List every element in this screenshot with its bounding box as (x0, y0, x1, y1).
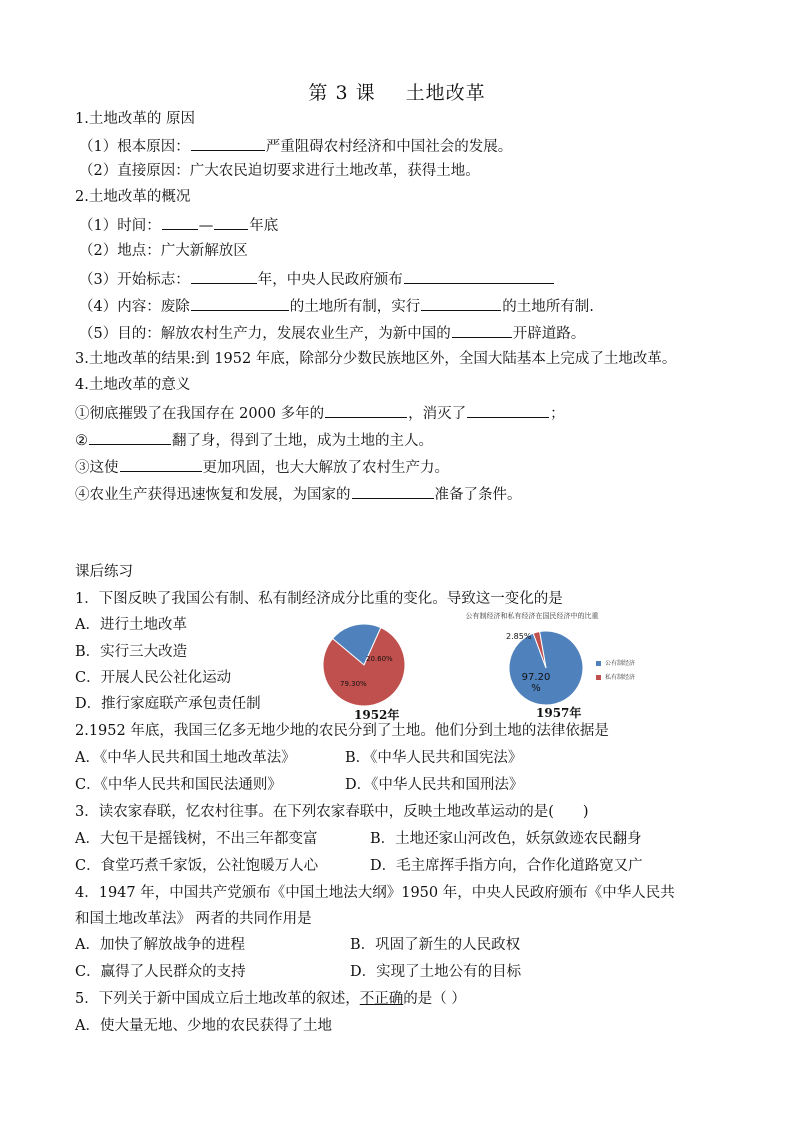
fill-blank[interactable] (214, 215, 248, 230)
legend-private: 私有制经济 (596, 672, 635, 681)
pie1952-public-label: 20.60% (366, 655, 393, 663)
section4-line4: ④农业生产获得迅速恢复和发展，为国家的 准备了条件。 (75, 484, 522, 504)
section2-line3: （3）开始标志： 年，中央人民政府颁布 (79, 269, 555, 289)
q1-option-c[interactable]: C．开展人民公社化运动 (75, 670, 232, 686)
legend-private-swatch (596, 675, 601, 680)
section2-line2: （2）地点：广大新解放区 (79, 243, 248, 259)
ownership-pie-chart (322, 610, 742, 720)
section1-line2: （2）直接原因：广大农民迫切要求进行土地改革，获得土地。 (79, 163, 480, 179)
pie1957-private-label: 2.85% (506, 632, 532, 641)
legend-public: 公有制经济 (596, 658, 635, 667)
section2-line5: （5）目的：解放农村生产力，发展农业生产，为新中国的 开辟道路。 (79, 323, 585, 343)
q3-option-a[interactable]: A．大包干是摇钱树，不出三年都变富 (75, 831, 318, 847)
section3-result: 3.土地改革的结果:到 1952 年底，除部分少数民族地区外，全国大陆基本上完成了土地改革。 (75, 351, 677, 367)
chart-title: 公有制经济和私有经济在国民经济中的比重 (465, 612, 599, 620)
section4-heading: 4.土地改革的意义 (75, 377, 191, 393)
q2-option-c[interactable]: C．《中华人民共和国民法通则》 (75, 777, 282, 793)
q1-option-d[interactable]: D．推行家庭联产承包责任制 (75, 696, 261, 712)
q2-option-a[interactable]: A．《中华人民共和国土地改革法》 (75, 750, 296, 766)
fill-blank[interactable] (467, 403, 549, 418)
section1-line1: （1）根本原因： 严重阻碍农村经济和中国社会的发展。 (79, 136, 512, 156)
section4-line3: ③这使 更加巩固，也大大解放了农村生产力。 (75, 457, 449, 477)
q5-option-a[interactable]: A．使大量无地、少地的农民获得了土地 (75, 1018, 332, 1034)
pie-chart-svg (322, 610, 742, 720)
q4-option-a[interactable]: A．加快了解放战争的进程 (75, 937, 245, 953)
fill-blank[interactable] (191, 136, 265, 151)
pie1952-private-label: 79.30% (340, 680, 367, 688)
lesson-topic: 土地改革 (405, 82, 486, 104)
q3-option-d[interactable]: D．毛主席挥手指方向，合作化道路宽又广 (370, 858, 643, 874)
exercise-heading: 课后练习 (75, 564, 133, 580)
section2-line4: （4）内容：废除 的土地所有制，实行 的土地所有制. (79, 296, 594, 316)
year-1952-label: 1952年 (354, 708, 400, 722)
q2-option-d[interactable]: D．《中华人民共和国刑法》 (345, 777, 524, 793)
q4-option-b[interactable]: B．巩固了新生的人民政权 (350, 937, 521, 953)
section4-line1: ①彻底摧毁了在我国存在 2000 多年的 ，消灭了 ； (75, 403, 565, 423)
question-4-line1: 4．1947 年，中国共产党颁布《中国土地法大纲》1950 年，中央人民政府颁布《中华人民共 (75, 885, 675, 901)
q4-option-c[interactable]: C．赢得了人民群众的支持 (75, 964, 246, 980)
fill-blank[interactable] (421, 296, 501, 311)
legend-public-swatch (596, 661, 601, 666)
pie1957-public-label: 97.20 % (521, 672, 551, 694)
section2-line1: （1）时间： — 年底 (79, 215, 278, 235)
q1-option-a[interactable]: A．进行土地改革 (75, 617, 187, 633)
question-2: 2.1952 年底，我国三亿多无地少地的农民分到了土地。他们分到土地的法律依据是 (75, 723, 609, 739)
fill-blank[interactable] (325, 403, 407, 418)
year-1957-label: 1957年 (536, 706, 582, 720)
emphasis-not-correct: 不正确 (359, 991, 404, 1007)
q3-option-b[interactable]: B．土地还家山河改色，妖氛敛迹农民翻身 (370, 831, 642, 847)
fill-blank[interactable] (162, 215, 198, 230)
section2-heading: 2.土地改革的概况 (75, 189, 191, 205)
q1-option-b[interactable]: B．实行三大改造 (75, 644, 188, 660)
question-5: 5．下列关于新中国成立后土地改革的叙述，不正确的是（ ） (75, 991, 466, 1007)
q2-option-b[interactable]: B．《中华人民共和国宪法》 (345, 750, 523, 766)
section4-line2: ② 翻了身，得到了土地，成为土地的主人。 (75, 430, 433, 450)
question-1: 1．下图反映了我国公有制、私有制经济成分比重的变化。导致这一变化的是 (75, 591, 563, 607)
fill-blank[interactable] (89, 430, 171, 445)
fill-blank[interactable] (452, 323, 512, 338)
q4-option-d[interactable]: D．实现了土地公有的目标 (350, 964, 522, 980)
question-3: 3．读农家春联，忆农村往事。在下列农家春联中，反映土地改革运动的是( ) (75, 804, 589, 820)
question-4-line2: 和国土地改革法》 两者的共同作用是 (75, 911, 312, 927)
lesson-number: 第 3 课 (308, 82, 376, 104)
section1-heading: 1.土地改革的 原因 (75, 111, 195, 127)
fill-blank[interactable] (404, 269, 554, 284)
fill-blank[interactable] (352, 484, 434, 499)
fill-blank[interactable] (191, 296, 289, 311)
fill-blank[interactable] (191, 269, 257, 284)
page-title (0, 78, 794, 105)
fill-blank[interactable] (120, 457, 202, 472)
q3-option-c[interactable]: C．食堂巧煮千家饭，公社饱暖万人心 (75, 858, 319, 874)
